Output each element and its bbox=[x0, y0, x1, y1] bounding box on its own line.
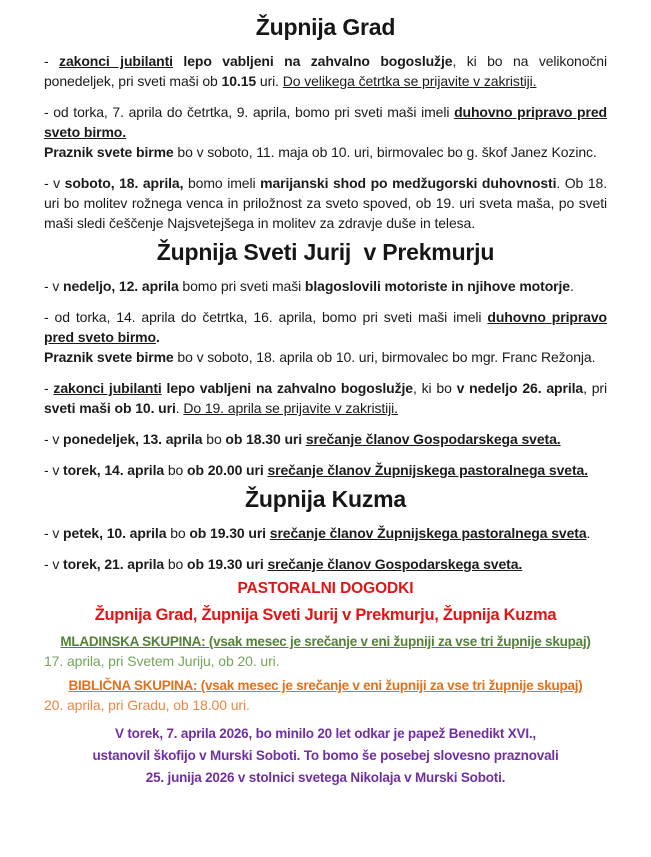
text-segment: marijanski shod po medžugorski duhovnosti bbox=[260, 175, 557, 191]
text-segment: srečanje članov Gospodarskega sveta. bbox=[305, 431, 561, 447]
text-segment: ob 19.30 uri bbox=[187, 556, 264, 572]
text-segment: ob 19.30 uri bbox=[189, 525, 266, 541]
text-segment: - bbox=[44, 53, 60, 69]
youth-group-detail: 17. aprila, pri Svetem Juriju, ob 20. uri. bbox=[44, 653, 280, 669]
youth-group-heading: MLADINSKA SKUPINA: (vsak mesec je srečanje v eni župniji za vse tri župnije skupaj) bbox=[60, 634, 591, 649]
pastoral-subheading: Župnija Grad, Župnija Sveti Jurij v Prekmurju, Župnija Kuzma bbox=[94, 606, 557, 624]
text-segment: - od torka, 14. aprila do četrtka, 16. aprila, bomo pri sveti maši imeli bbox=[44, 309, 488, 325]
section-title-kuzma: Župnija Kuzma bbox=[245, 486, 406, 512]
anniversary-announcement-line-2: ustanovil škofijo v Murski Soboti. To bomo še posebej slovesno praznovali bbox=[92, 748, 559, 763]
section-pastoralni-dogodki bbox=[44, 580, 607, 789]
paragraph-pastoralni-svet-kuzma bbox=[44, 523, 607, 543]
text-segment: Do velikega četrtka se prijavite v zakristiji. bbox=[282, 73, 537, 89]
text-segment: ob 18.30 uri bbox=[225, 431, 303, 447]
text-segment: , pri bbox=[583, 380, 607, 396]
text-segment: bo v soboto, 11. maja ob 10. uri, birmovalec bo g. škof Janez Kozinc. bbox=[173, 144, 597, 160]
text-segment: srečanje članov Gospodarskega sveta. bbox=[267, 556, 523, 572]
text-segment: torek, 21. aprila bbox=[63, 556, 165, 572]
text-segment: petek, 10. aprila bbox=[63, 525, 167, 541]
anniversary-announcement-line-1: V torek, 7. aprila 2026, bo minilo 20 let odkar je papež Benedikt XVI., bbox=[115, 726, 536, 741]
text-segment: v nedeljo 26. aprila bbox=[456, 380, 584, 396]
text-segment: - v bbox=[44, 462, 64, 478]
text-segment: uri. bbox=[256, 73, 283, 89]
text-segment: . Ob 18. uri bo molitev rožnega venca in priložnost za sveto spoved, ob 19. uri sveta maša, po sveti maši sledi češčenje Najsvetejšega in molitev za zdravje duše in telesa. bbox=[44, 175, 607, 231]
text-segment: - od torka, 7. aprila do četrtka, 9. aprila, bomo pri sveti maši imeli bbox=[44, 104, 455, 120]
text-segment: duhovno pripravo pred sveto birmo. bbox=[44, 104, 607, 140]
text-segment: ob 20.00 uri bbox=[187, 462, 264, 478]
anniversary-announcement bbox=[44, 723, 607, 789]
text-segment: sveti maši ob 10. uri bbox=[44, 400, 176, 416]
text-segment: - v bbox=[44, 278, 64, 294]
text-segment: . bbox=[569, 278, 574, 294]
text-segment: srečanje članov Župnijskega pastoralnega sveta bbox=[269, 525, 587, 541]
section-zupnija-sveti-jurij bbox=[44, 239, 607, 480]
pastoral-heading: PASTORALNI DOGODKI bbox=[237, 580, 414, 597]
anniversary-announcement-line-3: 25. junija 2026 v stolnici svetega Nikolaja v Murski Soboti. bbox=[145, 770, 506, 785]
text-segment: bomo imeli bbox=[183, 175, 261, 191]
paragraph-gospodarski-svet-jurij bbox=[44, 429, 607, 449]
text-segment: , ki bo bbox=[413, 380, 457, 396]
text-segment: lepo vabljeni na zahvalno bogoslužje bbox=[172, 53, 453, 69]
section-zupnija-grad bbox=[44, 14, 607, 233]
text-segment: Do 19. aprila se prijavite v zakristiji. bbox=[183, 400, 398, 416]
text-segment: - v bbox=[44, 525, 64, 541]
text-segment: zakonci jubilanti bbox=[53, 380, 162, 396]
paragraph-birma-grad bbox=[44, 102, 607, 162]
text-segment: bo bbox=[202, 431, 226, 447]
text-segment: Praznik svete birme bbox=[44, 349, 174, 365]
text-segment: duhovno pripravo pred sveto birmo bbox=[44, 309, 607, 345]
section-title-sveti-jurij: Župnija Sveti Jurij v Prekmurju bbox=[156, 239, 495, 265]
paragraph-gospodarski-svet-kuzma bbox=[44, 554, 607, 574]
text-segment: . bbox=[175, 400, 184, 416]
text-segment: - v bbox=[44, 175, 65, 191]
bible-group-heading: BIBLIČNA SKUPINA: (vsak mesec je srečanje v eni župniji za vse tri župnije skupaj) bbox=[68, 678, 583, 693]
text-segment: - bbox=[44, 380, 54, 396]
text-segment: lepo vabljeni na zahvalno bogoslužje bbox=[161, 380, 413, 396]
text-segment: bo bbox=[166, 525, 190, 541]
text-segment: zakonci jubilanti bbox=[59, 53, 173, 69]
paragraph-jubilanti-jurij bbox=[44, 378, 607, 418]
section-title-zupnija-grad: Župnija Grad bbox=[255, 14, 396, 40]
text-segment: srečanje članov Župnijskega pastoralnega sveta. bbox=[267, 462, 588, 478]
text-segment: . bbox=[155, 329, 160, 345]
paragraph-blagoslov-motoristov bbox=[44, 276, 607, 296]
text-segment: , ki bo na velikonočni ponedeljek, pri sveti maši ob bbox=[44, 53, 607, 89]
text-segment: bo bbox=[164, 556, 188, 572]
paragraph-pastoralni-svet-jurij bbox=[44, 460, 607, 480]
text-segment: nedeljo, 12. aprila bbox=[63, 278, 179, 294]
text-segment: torek, 14. aprila bbox=[63, 462, 165, 478]
text-segment: ponedeljek, 13. aprila bbox=[63, 431, 203, 447]
bible-group-detail: 20. aprila, pri Gradu, ob 18.00 uri. bbox=[44, 697, 250, 713]
text-segment: blagoslovili motoriste in njihove motorje bbox=[304, 278, 570, 294]
text-segment: - v bbox=[44, 556, 64, 572]
text-segment: 10.15 bbox=[221, 73, 257, 89]
text-segment: bomo pri sveti maši bbox=[178, 278, 305, 294]
section-zupnija-kuzma bbox=[44, 486, 607, 574]
text-segment: bo bbox=[164, 462, 188, 478]
text-segment: . bbox=[586, 525, 591, 541]
text-segment: - v bbox=[44, 431, 64, 447]
text-segment: soboto, 18. aprila, bbox=[64, 175, 184, 191]
paragraph-birma-jurij bbox=[44, 307, 607, 367]
text-segment: Praznik svete birme bbox=[44, 144, 174, 160]
paragraph-jubilanti-grad bbox=[44, 51, 607, 91]
text-segment: bo v soboto, 18. aprila ob 10. uri, birmovalec bo mgr. Franc Režonja. bbox=[173, 349, 596, 365]
paragraph-marijanski-shod bbox=[44, 173, 607, 233]
